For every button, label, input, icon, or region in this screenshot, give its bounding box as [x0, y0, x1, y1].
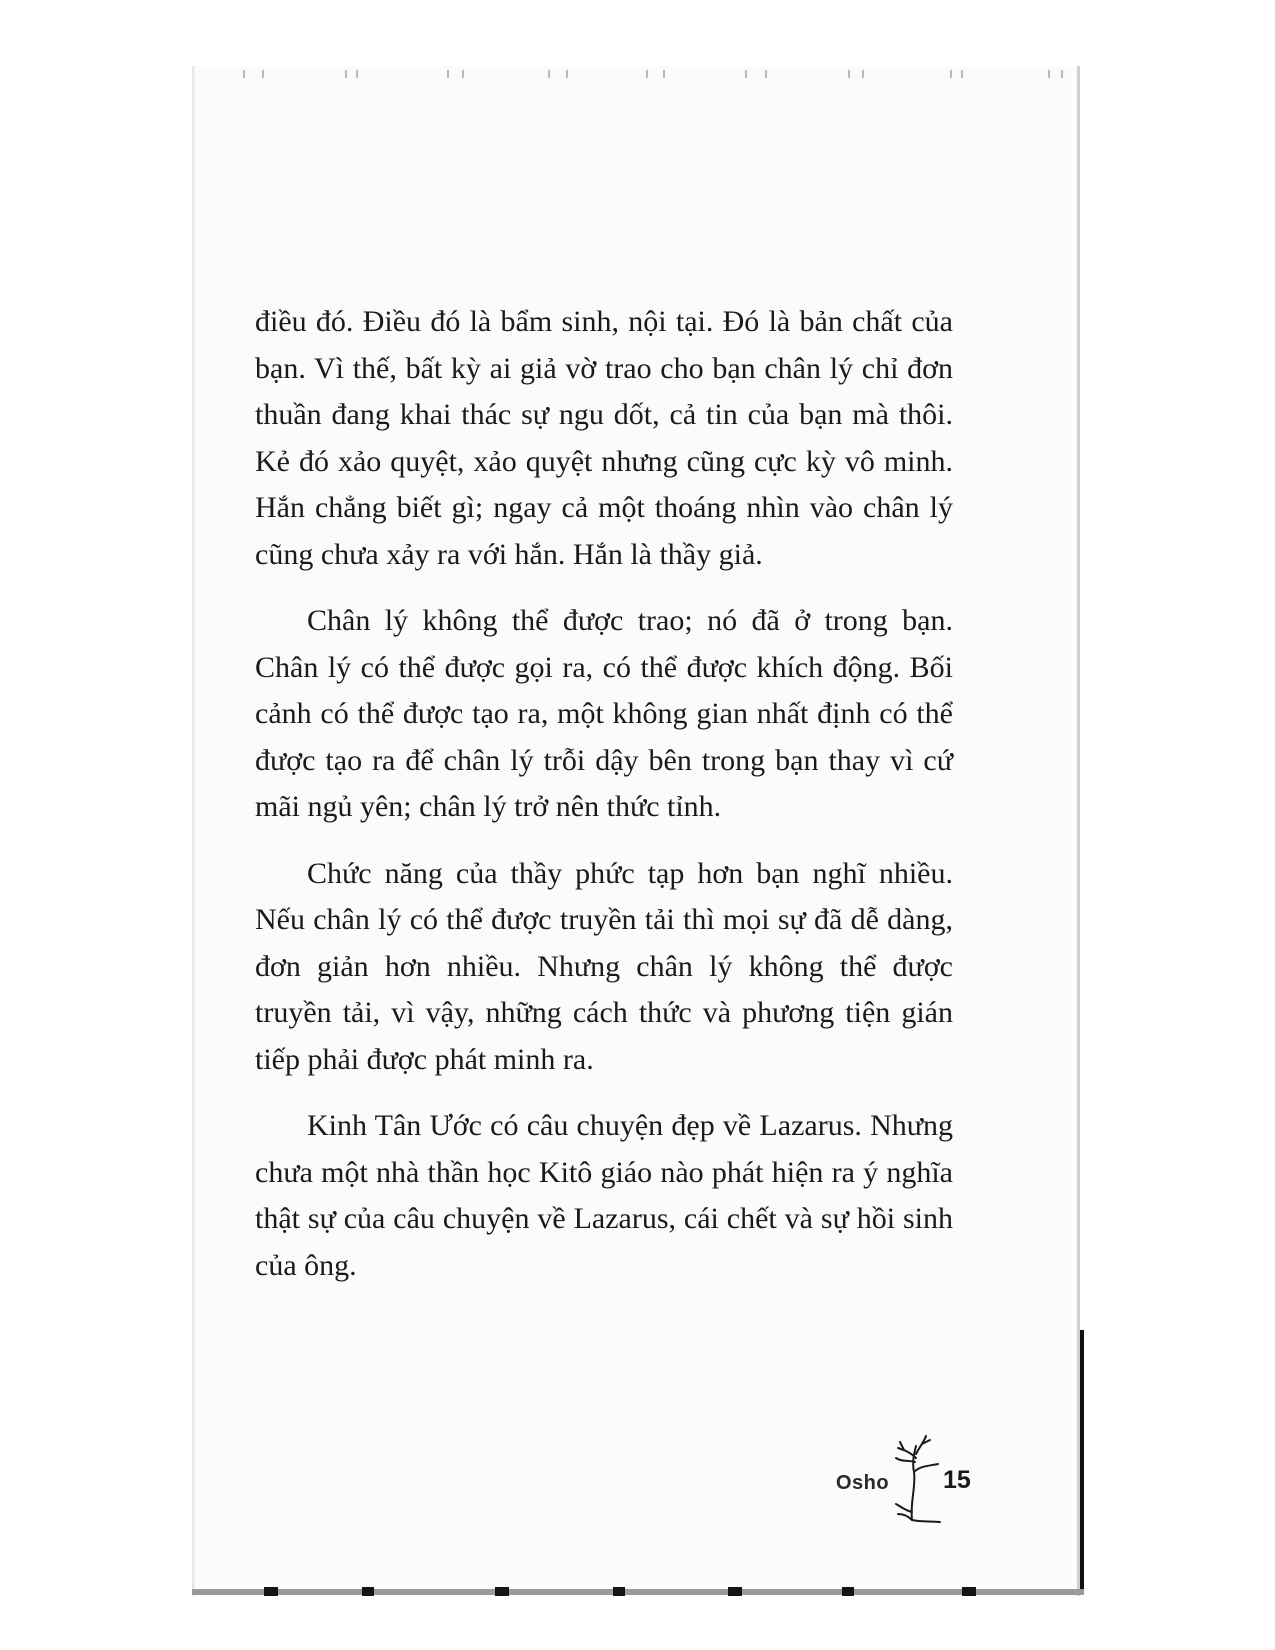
footer-author: Osho	[836, 1472, 890, 1494]
paragraph-4: Kinh Tân Ước có câu chuyện đẹp về Lazarus. Nhưng chưa một nhà thần học Kitô giáo nào phát hiện ra ý nghĩa thật sự của câu chuyện về Lazarus, cái chết và sự hồi sinh của ông.	[255, 1109, 953, 1282]
page-right-shadow	[1080, 1330, 1084, 1590]
body-text	[255, 299, 953, 1309]
page-bottom-edge	[192, 1589, 1084, 1595]
paragraph-3: Chức năng của thầy phức tạp hơn bạn nghĩ nhiều. Nếu chân lý có thể được truyền tải thì mọi sự đã dễ dàng, đơn giản hơn nhiều. Nhưng chân lý không thể được truyền tải, vì vậy, những cách thức và phương tiện gián tiếp phải được phát minh ra.	[255, 856, 953, 1076]
paragraph-2: Chân lý không thể được trao; nó đã ở trong bạn. Chân lý có thể được gọi ra, có thể được khích động. Bối cảnh có thể được tạo ra, một không gian nhất định có thể được tạo ra để chân lý trỗi dậy bên trong bạn thay vì cứ mãi ngủ yên; chân lý trở nên thức tỉnh.	[255, 604, 953, 823]
page-left-edge	[192, 66, 195, 1596]
page-number: 15	[943, 1466, 971, 1494]
paragraph-1: điều đó. Điều đó là bẩm sinh, nội tại. Đó là bản chất của bạn. Vì thế, bất kỳ ai giả vờ trao cho bạn chân lý chỉ đơn thuần đang khai thác sự ngu dốt, cả tin của bạn mà thôi. Kẻ đó xảo quyệt, xảo quyệt nhưng cũng cực kỳ vô minh. Hắn chẳng biết gì; ngay cả một thoáng nhìn vào chân lý cũng chưa xảy ra với hắn. Hắn là thầy giả.	[255, 305, 953, 571]
